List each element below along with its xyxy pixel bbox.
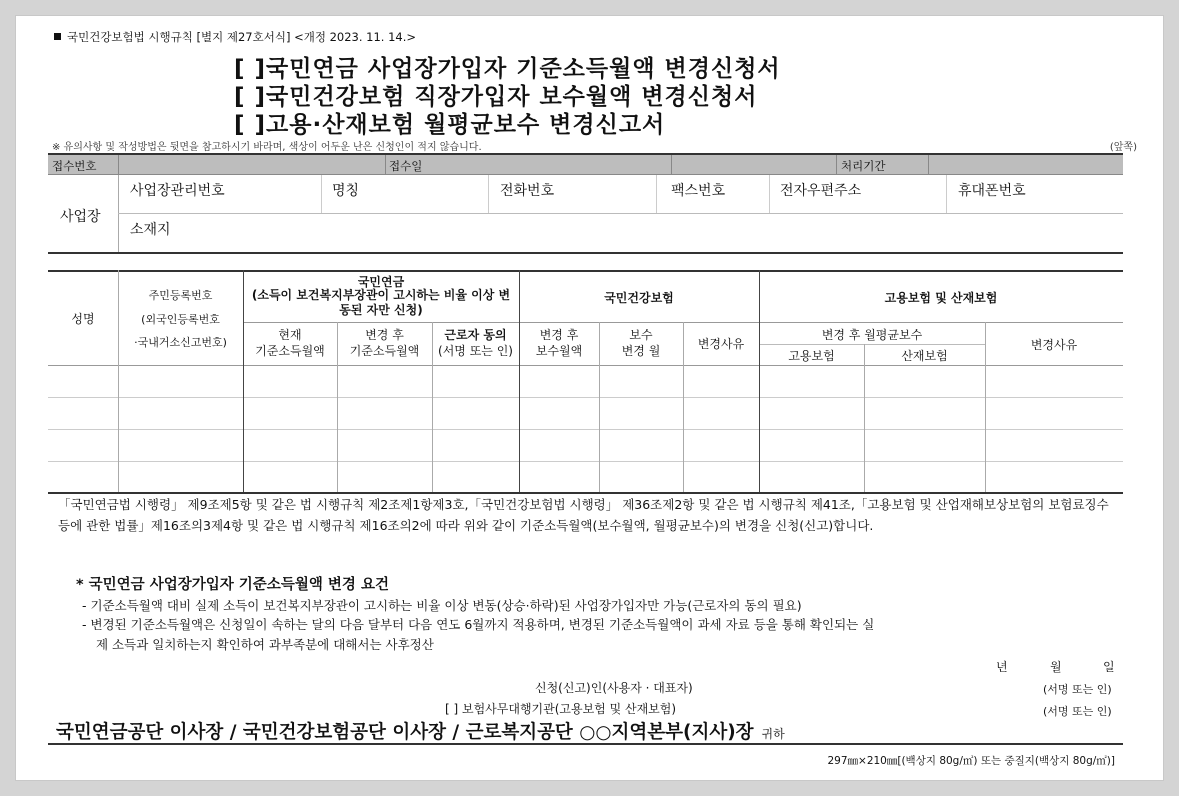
col-health-reason: 변경사유	[697, 337, 745, 351]
col-name: 성명	[71, 312, 95, 326]
employment-title: 고용보험 및 산재보험	[884, 291, 998, 305]
form-title-health: [ ]국민건강보험 직장가입자 보수월액 변경신청서	[234, 84, 758, 110]
field-mobile[interactable]: 휴대폰번호	[958, 183, 1026, 199]
processing-period-label: 처리기간	[841, 159, 886, 173]
pension-subtitle: (소득이 보건복지부장관이 고시하는 비율 이상 변동된 자만 신청)	[251, 288, 511, 317]
instruction-note: ※ 유의사항 및 작성방법은 뒷면을 참고하시기 바라며, 색상이 어두운 난은 신청인이 적지 않습니다.	[52, 142, 482, 153]
field-business-number[interactable]: 사업장관리번호	[130, 183, 225, 199]
pension-title: 국민연금	[357, 275, 405, 289]
col-current-income: 현재 기준소득월액	[255, 328, 325, 358]
form-title-pension: [ ]국민연금 사업장가입자 기준소득월액 변경신청서	[234, 56, 781, 82]
receipt-number-label: 접수번호	[52, 159, 97, 173]
law-reference: 국민건강보험법 시행규칙 [별지 제27호서식] <개정 2023. 11. 14.>	[54, 29, 416, 45]
col-employment-ins: 고용보험	[788, 349, 835, 363]
requirement-item-2: - 변경된 기준소득월액은 신청일이 속하는 달의 다음 달부터 다음 연도 6월까지 적용하며, 변경된 기준소득월액이 과세 자료 등을 통해 확인되는 실	[82, 617, 875, 632]
paper-spec-footer: 297㎜×210㎜[(백상지 80g/㎡) 또는 중질지(백상지 80g/㎡)]	[827, 755, 1115, 767]
requirement-item-3: 제 소득과 일치하는지 확인하여 과부족분에 대해서는 사후정산	[96, 637, 434, 652]
field-business-name[interactable]: 명칭	[332, 183, 360, 199]
form-title-employment: [ ]고용·산재보험 월평균보수 변경신고서	[234, 112, 666, 138]
date-day-label: 일	[1103, 660, 1115, 674]
col-id-line3: ·국내거소신고번호)	[134, 336, 227, 349]
health-title: 국민건강보험	[604, 291, 674, 305]
col-new-avg-pay: 변경 후 월평균보수	[821, 328, 923, 342]
receipt-bar	[48, 153, 1123, 175]
workplace-section-label: 사업장	[60, 209, 101, 225]
col-new-income: 변경 후 기준소득월액	[349, 328, 420, 358]
col-id-line2: (외국인등록번호	[141, 313, 220, 326]
col-pay-change-month: 보수 변경 월	[621, 328, 661, 358]
col-new-pay: 변경 후 보수월액	[535, 328, 583, 358]
field-email[interactable]: 전자우편주소	[780, 183, 862, 199]
addressee-suffix: 귀하	[761, 727, 785, 741]
field-fax[interactable]: 팩스번호	[671, 183, 726, 199]
agent-label[interactable]: [ ] 보험사무대행기관(고용보험 및 산재보험)	[445, 702, 677, 716]
field-phone[interactable]: 전화번호	[500, 183, 555, 199]
col-id-line1: 주민등록번호	[148, 289, 213, 302]
square-bullet-icon	[54, 33, 61, 40]
front-page-label: (앞쪽)	[1109, 142, 1137, 153]
date-year-label: 년	[996, 660, 1008, 674]
col-industrial-ins: 산재보험	[901, 349, 948, 363]
legal-statement: 「국민연금법 시행령」 제9조제5항 및 같은 법 시행규칙 제2조제1항제3호,「국민건강보험법 시행령」 제36조제2항 및 같은 법 시행규칙 제41조,「고용보험 및 산업재해보상보험의 보험료징수 등에 관한 법률」제16조의3제4항 및 같은 법 시행규칙 제16조의2에 따라 위와 같이 기준소득월액(보수월액, 월평균보수)의 변경을 신청(신고)합니다.	[58, 497, 1109, 533]
applicant-label: 신청(신고)인(사용자 · 대표자)	[535, 681, 693, 695]
date-month-label: 월	[1050, 660, 1062, 674]
addressee: 국민연금공단 이사장 / 국민건강보험공단 이사장 / 근로복지공단 ○○지역본부(지사)장 귀하	[56, 722, 785, 743]
requirement-title: * 국민연금 사업장가입자 기준소득월액 변경 요건	[76, 577, 389, 593]
requirement-item-1: - 기준소득월액 대비 실제 소득이 보건복지부장관이 고시하는 비율 이상 변동(상승·하락)된 사업장가입자만 가능(근로자의 동의 필요)	[82, 598, 802, 613]
field-address[interactable]: 소재지	[130, 222, 171, 238]
col-worker-consent: 근로자 동의 (서명 또는 인)	[438, 328, 513, 358]
form-sheet	[15, 15, 1164, 781]
applicant-sign-field[interactable]: (서명 또는 인)	[1043, 683, 1112, 696]
col-employment-reason: 변경사유	[1030, 338, 1078, 352]
agent-sign-field[interactable]: (서명 또는 인)	[1043, 705, 1112, 718]
receipt-date-label: 접수일	[389, 159, 423, 173]
